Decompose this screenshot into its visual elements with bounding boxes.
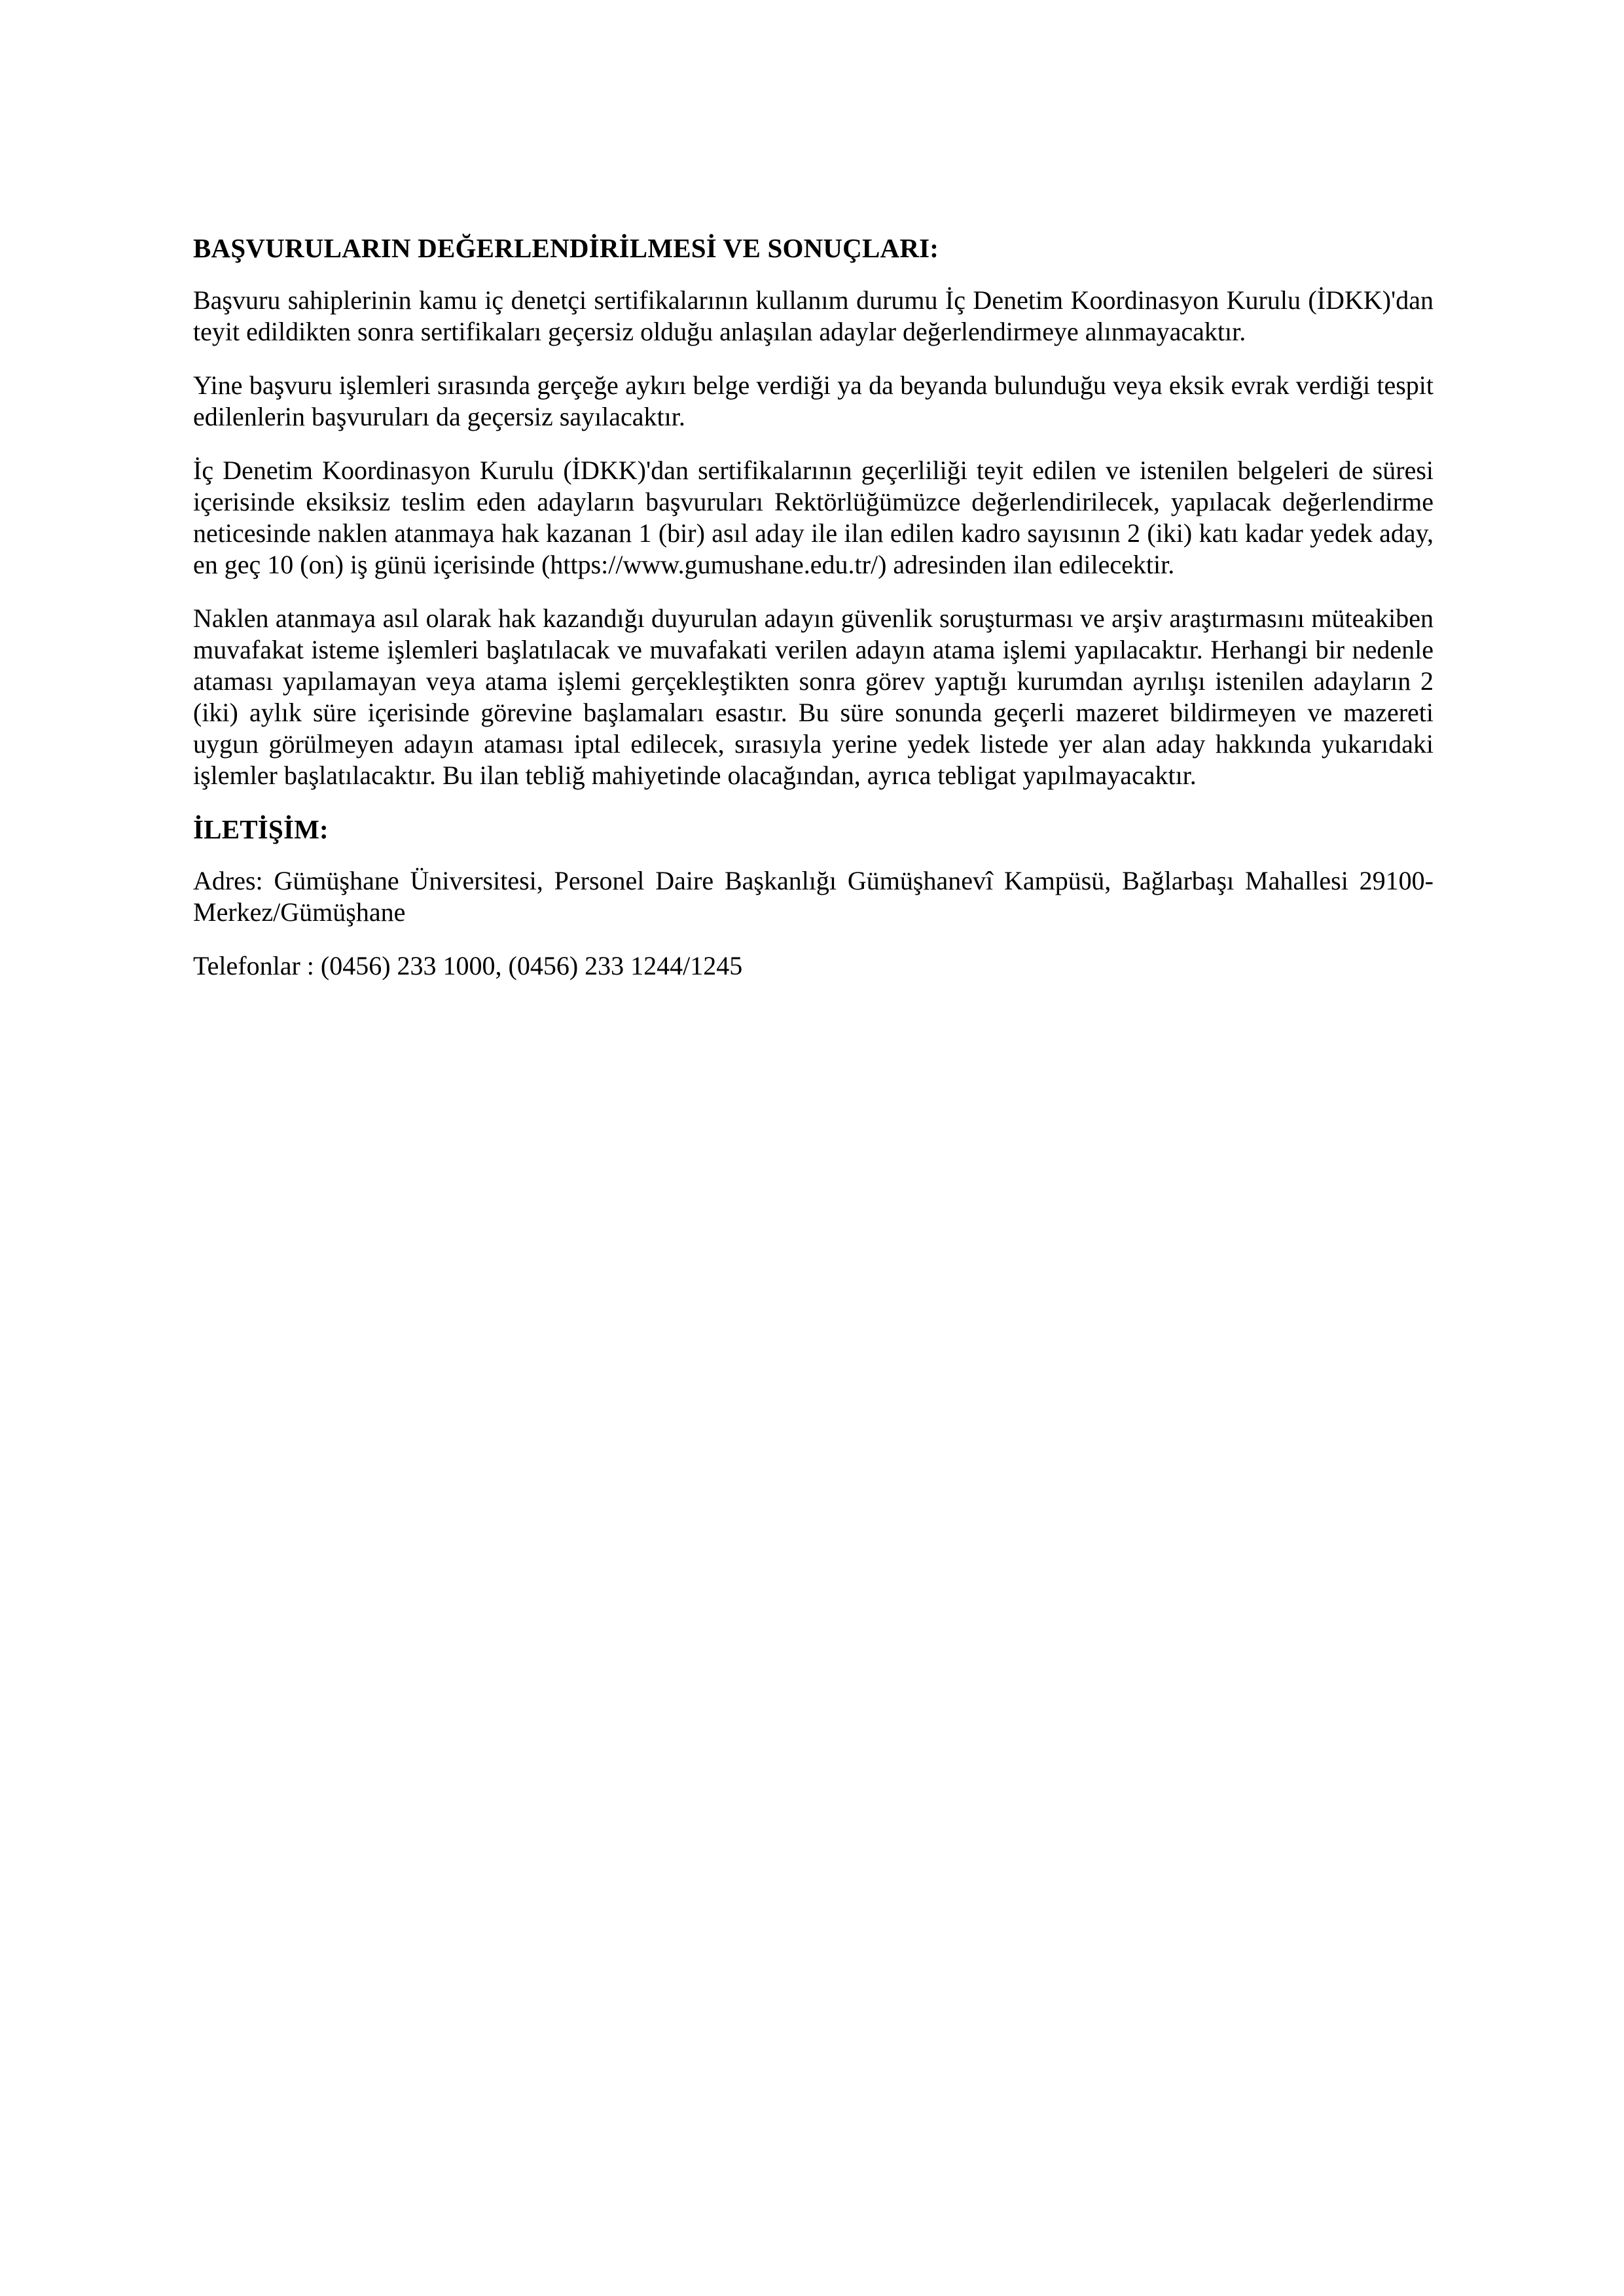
contact-phones: Telefonlar : (0456) 233 1000, (0456) 233 1244/1245 (193, 950, 743, 980)
paragraph-evaluation-and-announcement: İç Denetim Koordinasyon Kurulu (İDKK)'dan sertifikalarının geçerliliği teyit edilen ve istenilen belgeleri de süresi içerisinde eksiksiz teslim eden adayların başvuruları Rektörlüğümüzce değerlendirilecek, yapılacak değerlendirme neticesinde naklen atanmaya hak kazanan 1 (bir) asıl aday ile ilan edilen kadro sayısının 2 (iki) katı kadar yedek aday, en geç 10 (on) iş günü içerisinde (https://www.gumushane.edu.tr/) adresinden ilan edilecektir. (193, 456, 1434, 580)
contact-address: Adres: Gümüşhane Üniversitesi, Personel Daire Başkanlığı Gümüşhanevî Kampüsü, Bağlarbaşı Mahallesi 29100- Merkez/Gümüşhane (193, 865, 1434, 927)
paragraph-false-documents: Yine başvuru işlemleri sırasında gerçeğe aykırı belge verdiği ya da beyanda bulunduğu veya eksik evrak verdiği tespit edilenlerin başvuruları da geçersiz sayılacaktır. (193, 370, 1434, 432)
paragraph-certificate-validation: Başvuru sahiplerinin kamu iç denetçi sertifikalarının kullanım durumu İç Denetim Koordinasyon Kurulu (İDKK)'dan teyit edildikten sonra sertifikaları geçersiz olduğu anlaşılan adaylar değerlendirmeye alınmayacaktır. (193, 285, 1434, 347)
paragraph-appointment-process: Naklen atanmaya asıl olarak hak kazandığı duyurulan adayın güvenlik soruşturması ve arşiv araştırmasını müteakiben muvafakat isteme işlemleri başlatılacak ve muvafakati verilen adayın atama işlemi yapılacaktır. Herhangi bir nedenle ataması yapılamayan veya atama işlemi gerçekleştikten sonra görev yaptığı kurumdan ayrılışı istenilen adayların 2 (iki) aylık süre içerisinde görevine başlamaları esastır. Bu süre sonunda geçerli mazeret bildirmeyen ve mazereti uygun görülmeyen adayın ataması iptal edilecek, sırasıyla yerine yedek listede yer alan aday hakkında yukarıdaki işlemler başlatılacaktır. Bu ilan tebliğ mahiyetinde olacağından, ayrıca tebligat yapılmayacaktır. (193, 603, 1434, 791)
document-content (193, 232, 1434, 982)
contact-section-title: İLETİŞİM: (193, 814, 329, 845)
page-title: BAŞVURULARIN DEĞERLENDİRİLMESİ VE SONUÇLARI: (193, 233, 939, 263)
